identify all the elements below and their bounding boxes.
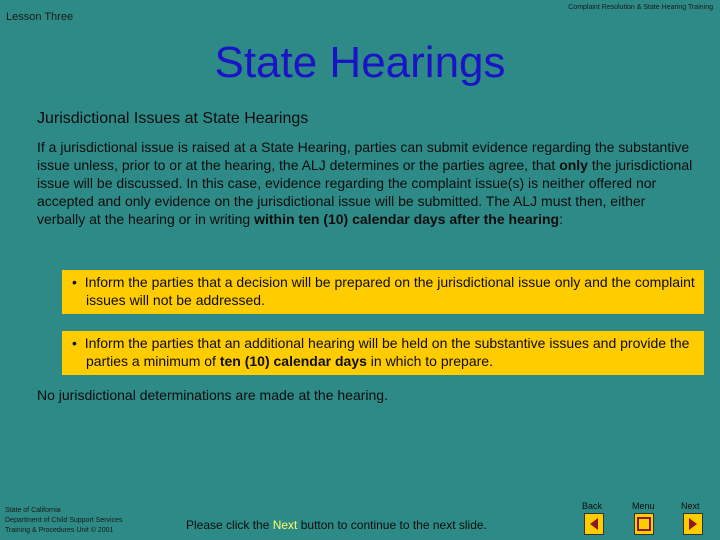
conclusion-text: No jurisdictional determinations are made at the hearing.: [37, 387, 388, 403]
bullet-emphasis: ten (10) calendar days: [219, 353, 367, 369]
next-arrow-icon: [684, 514, 702, 534]
course-title: Complaint Resolution & State Hearing Training: [568, 4, 713, 11]
bullet-text: Inform the parties that a decision will be prepared on the jurisdictional issue only and the complaint issues will not be addressed.: [84, 274, 695, 308]
menu-square-icon: [635, 514, 653, 534]
footer-org-line: Training & Procedures Unit © 2001: [5, 527, 114, 534]
next-label: Next: [681, 501, 700, 511]
footer-instruction: [186, 518, 487, 532]
menu-button[interactable]: [634, 513, 654, 535]
footer-org-line: Department of Child Support Services: [5, 517, 123, 524]
body-paragraph: [37, 138, 697, 228]
next-button[interactable]: [683, 513, 703, 535]
lesson-label: Lesson Three: [6, 11, 74, 23]
paragraph-text: the jurisdictional issue will be discussed. In this case, evidence regarding the complaint issue(s) is neither offered nor accepted and only evidence on the jurisdictional issue will be submitted. The ALJ must then, either verbally at the hearing or in writing: [37, 157, 693, 227]
bullet-text: Inform the parties that an additional hearing will be held on the substantive issues and provide the parties a minimum of: [84, 335, 690, 369]
bullet-symbol: •: [72, 335, 77, 351]
menu-label: Menu: [632, 501, 655, 511]
back-label: Back: [582, 501, 603, 511]
back-arrow-icon: [585, 514, 603, 534]
instruction-text: Please click the: [186, 518, 273, 532]
instruction-next-word: Next: [272, 518, 298, 532]
highlight-box-decision: [62, 270, 704, 314]
footer-org-line: State of California: [5, 507, 61, 514]
instruction-text: button to continue to the next slide.: [297, 518, 487, 532]
highlight-box-additional-hearing: [62, 331, 704, 375]
back-button[interactable]: [584, 513, 604, 535]
paragraph-text: If a jurisdictional issue is raised at a State Hearing, parties can submit evidence regarding the substantive issue unless, prior to or at the hearing, the ALJ determines or the parties agree, that: [37, 139, 690, 173]
bullet-item: [72, 334, 696, 370]
page-title: State Hearings: [214, 38, 506, 87]
bullet-text: in which to prepare.: [366, 353, 493, 369]
paragraph-emphasis-only: only: [559, 157, 588, 173]
paragraph-text: :: [559, 211, 563, 227]
bullet-item: [72, 273, 696, 309]
section-subtitle: Jurisdictional Issues at State Hearings: [37, 110, 309, 127]
footer-organization: [5, 506, 123, 536]
paragraph-emphasis-deadline: within ten (10) calendar days after the hearing: [254, 211, 560, 227]
bullet-symbol: •: [72, 274, 77, 290]
